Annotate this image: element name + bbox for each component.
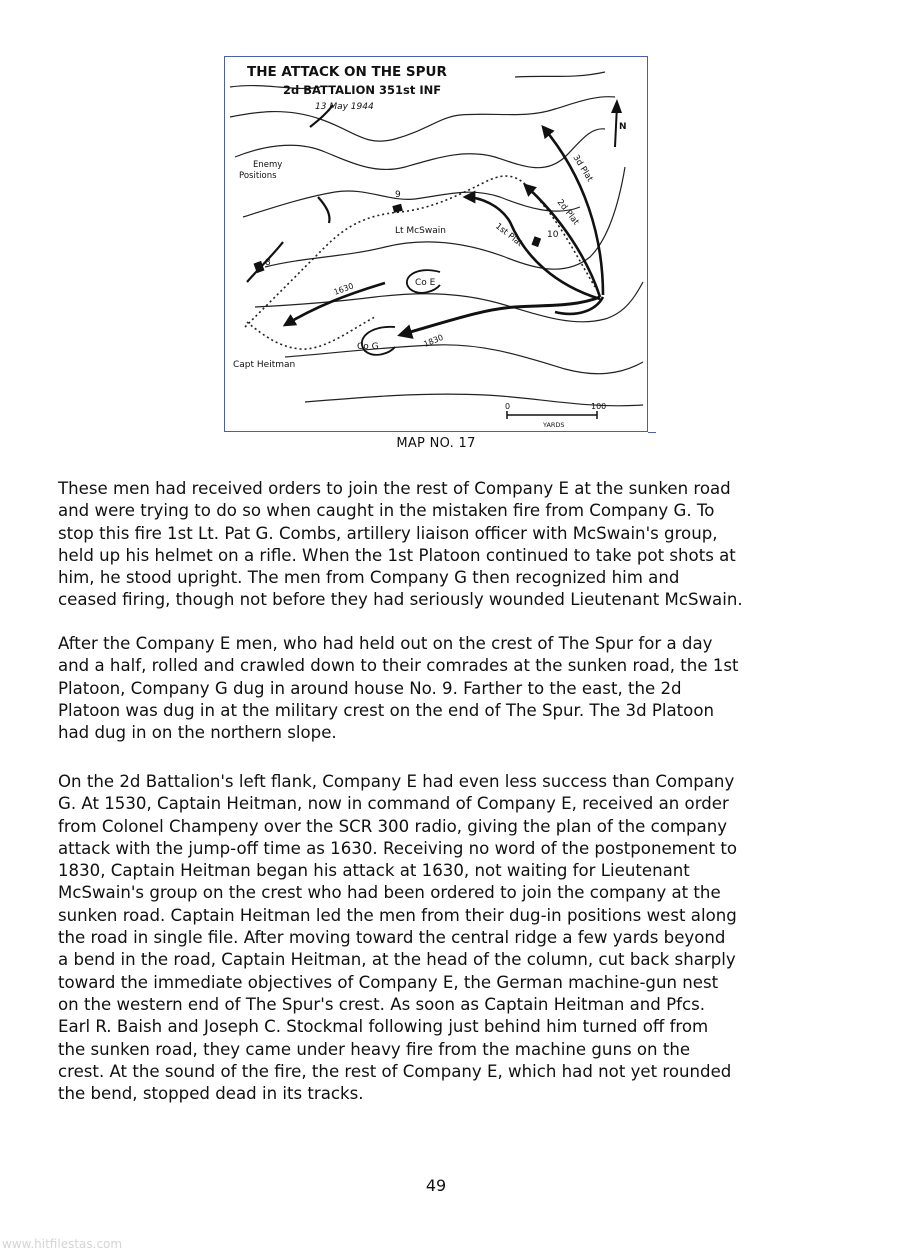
lt-mcswain-label: Lt McSwain [395,226,446,236]
map-caption: MAP NO. 17 [396,436,476,451]
map-frame-tick [648,432,656,433]
text-line: Platoon was dug in at the military crest on the end of The Spur. The 3d Platoon [58,700,715,720]
text-line: the sunken road, they came under heavy fire from the machine guns on the [58,1039,691,1059]
watermark: www.hitfilestas.com [2,1237,123,1251]
co-e-label: Co E [415,278,436,288]
contour-lines [230,72,643,406]
text-line: and a half, rolled and crawled down to their comrades at the sunken road, the 1st [58,656,739,676]
capt-heitman-label: Capt Heitman [233,360,296,370]
text-line: These men had received orders to join the rest of Company E at the sunken road [58,479,731,498]
enemy-label-1: Enemy [253,160,283,170]
plat-1-label: 1st Plat [493,221,525,250]
paragraph-1 [58,478,848,612]
co-g-label: Co G [357,342,379,352]
scale-bar [507,411,597,419]
text-line: ceased firing, though not before they had seriously wounded Lieutenant McSwain. [58,590,743,610]
text-line: Platoon, Company G dug in around house No. 9. Farther to the east, the 2d [58,678,682,698]
text-line: had dug in on the northern slope. [58,723,337,743]
north-label: N [619,122,627,132]
enemy-positions [247,105,333,282]
text-line: and were trying to do so when caught in the mistaken fire from Company G. To [58,501,715,521]
time-1630-label: 1630 [332,281,355,297]
map-date: 13 May 1944 [315,102,374,112]
text-line: G. At 1530, Captain Heitman, now in command of Company E, received an order [58,794,729,814]
enemy-label-2: Positions [239,171,277,181]
time-1830-label: 1830 [422,332,445,349]
map-figure [224,56,648,432]
text-line: crest. At the sound of the fire, the rest of Company E, which had not yet rounded [58,1061,732,1081]
text-line: 1830, Captain Heitman began his attack at 1630, not waiting for Lieutenant [58,861,690,881]
scale-unit-label: YARDS [543,421,565,429]
text-line: the bend, stopped dead in its tracks. [58,1084,364,1104]
paragraph-3 [58,771,848,1105]
text-line: After the Company E men, who had held out on the crest of The Spur for a day [58,634,713,653]
plat-3-label: 3d Plat [570,153,595,184]
text-line: On the 2d Battalion's left flank, Company E had even less success than Company [58,772,735,791]
text-line: on the western end of The Spur's crest. As soon as Captain Heitman and Pfcs. [58,994,706,1014]
scale-start-label: 0 [505,402,511,411]
house-8-label: 8 [265,258,271,268]
map-subtitle: 2d BATTALION 351st INF [283,83,442,97]
text-line: McSwain's group on the crest who had been ordered to join the company at the [58,883,721,903]
page-number: 49 [425,1176,447,1195]
text-line: stop this fire 1st Lt. Pat G. Combs, artillery liaison officer with McSwain's group, [58,523,718,543]
scale-end-label: 100 [591,402,607,411]
map-title: THE ATTACK ON THE SPUR [247,64,447,80]
map-drawing [225,57,649,433]
house-9-label: 9 [395,190,401,200]
text-line: Earl R. Baish and Joseph C. Stockmal following just behind him turned off from [58,1017,709,1037]
plat-2-label: 2d Plat [554,197,581,228]
text-line: toward the immediate objectives of Company E, the German machine-gun nest [58,972,719,992]
houses [254,204,542,273]
house-10-label: 10 [547,230,559,240]
text-line: sunken road. Captain Heitman led the men from their dug-in positions west along [58,905,737,925]
text-line: him, he stood upright. The men from Company G then recognized him and [58,568,680,588]
text-line: attack with the jump-off time as 1630. Receiving no word of the postponement to [58,838,738,858]
text-line: held up his helmet on a rifle. When the 1st Platoon continued to take pot shots at [58,545,736,565]
paragraph-2 [58,633,848,744]
text-line: from Colonel Champeny over the SCR 300 radio, giving the plan of the company [58,816,728,836]
text-line: the road in single file. After moving toward the central ridge a few yards beyond [58,928,726,948]
text-line: a bend in the road, Captain Heitman, at the head of the column, cut back sharply [58,950,736,970]
